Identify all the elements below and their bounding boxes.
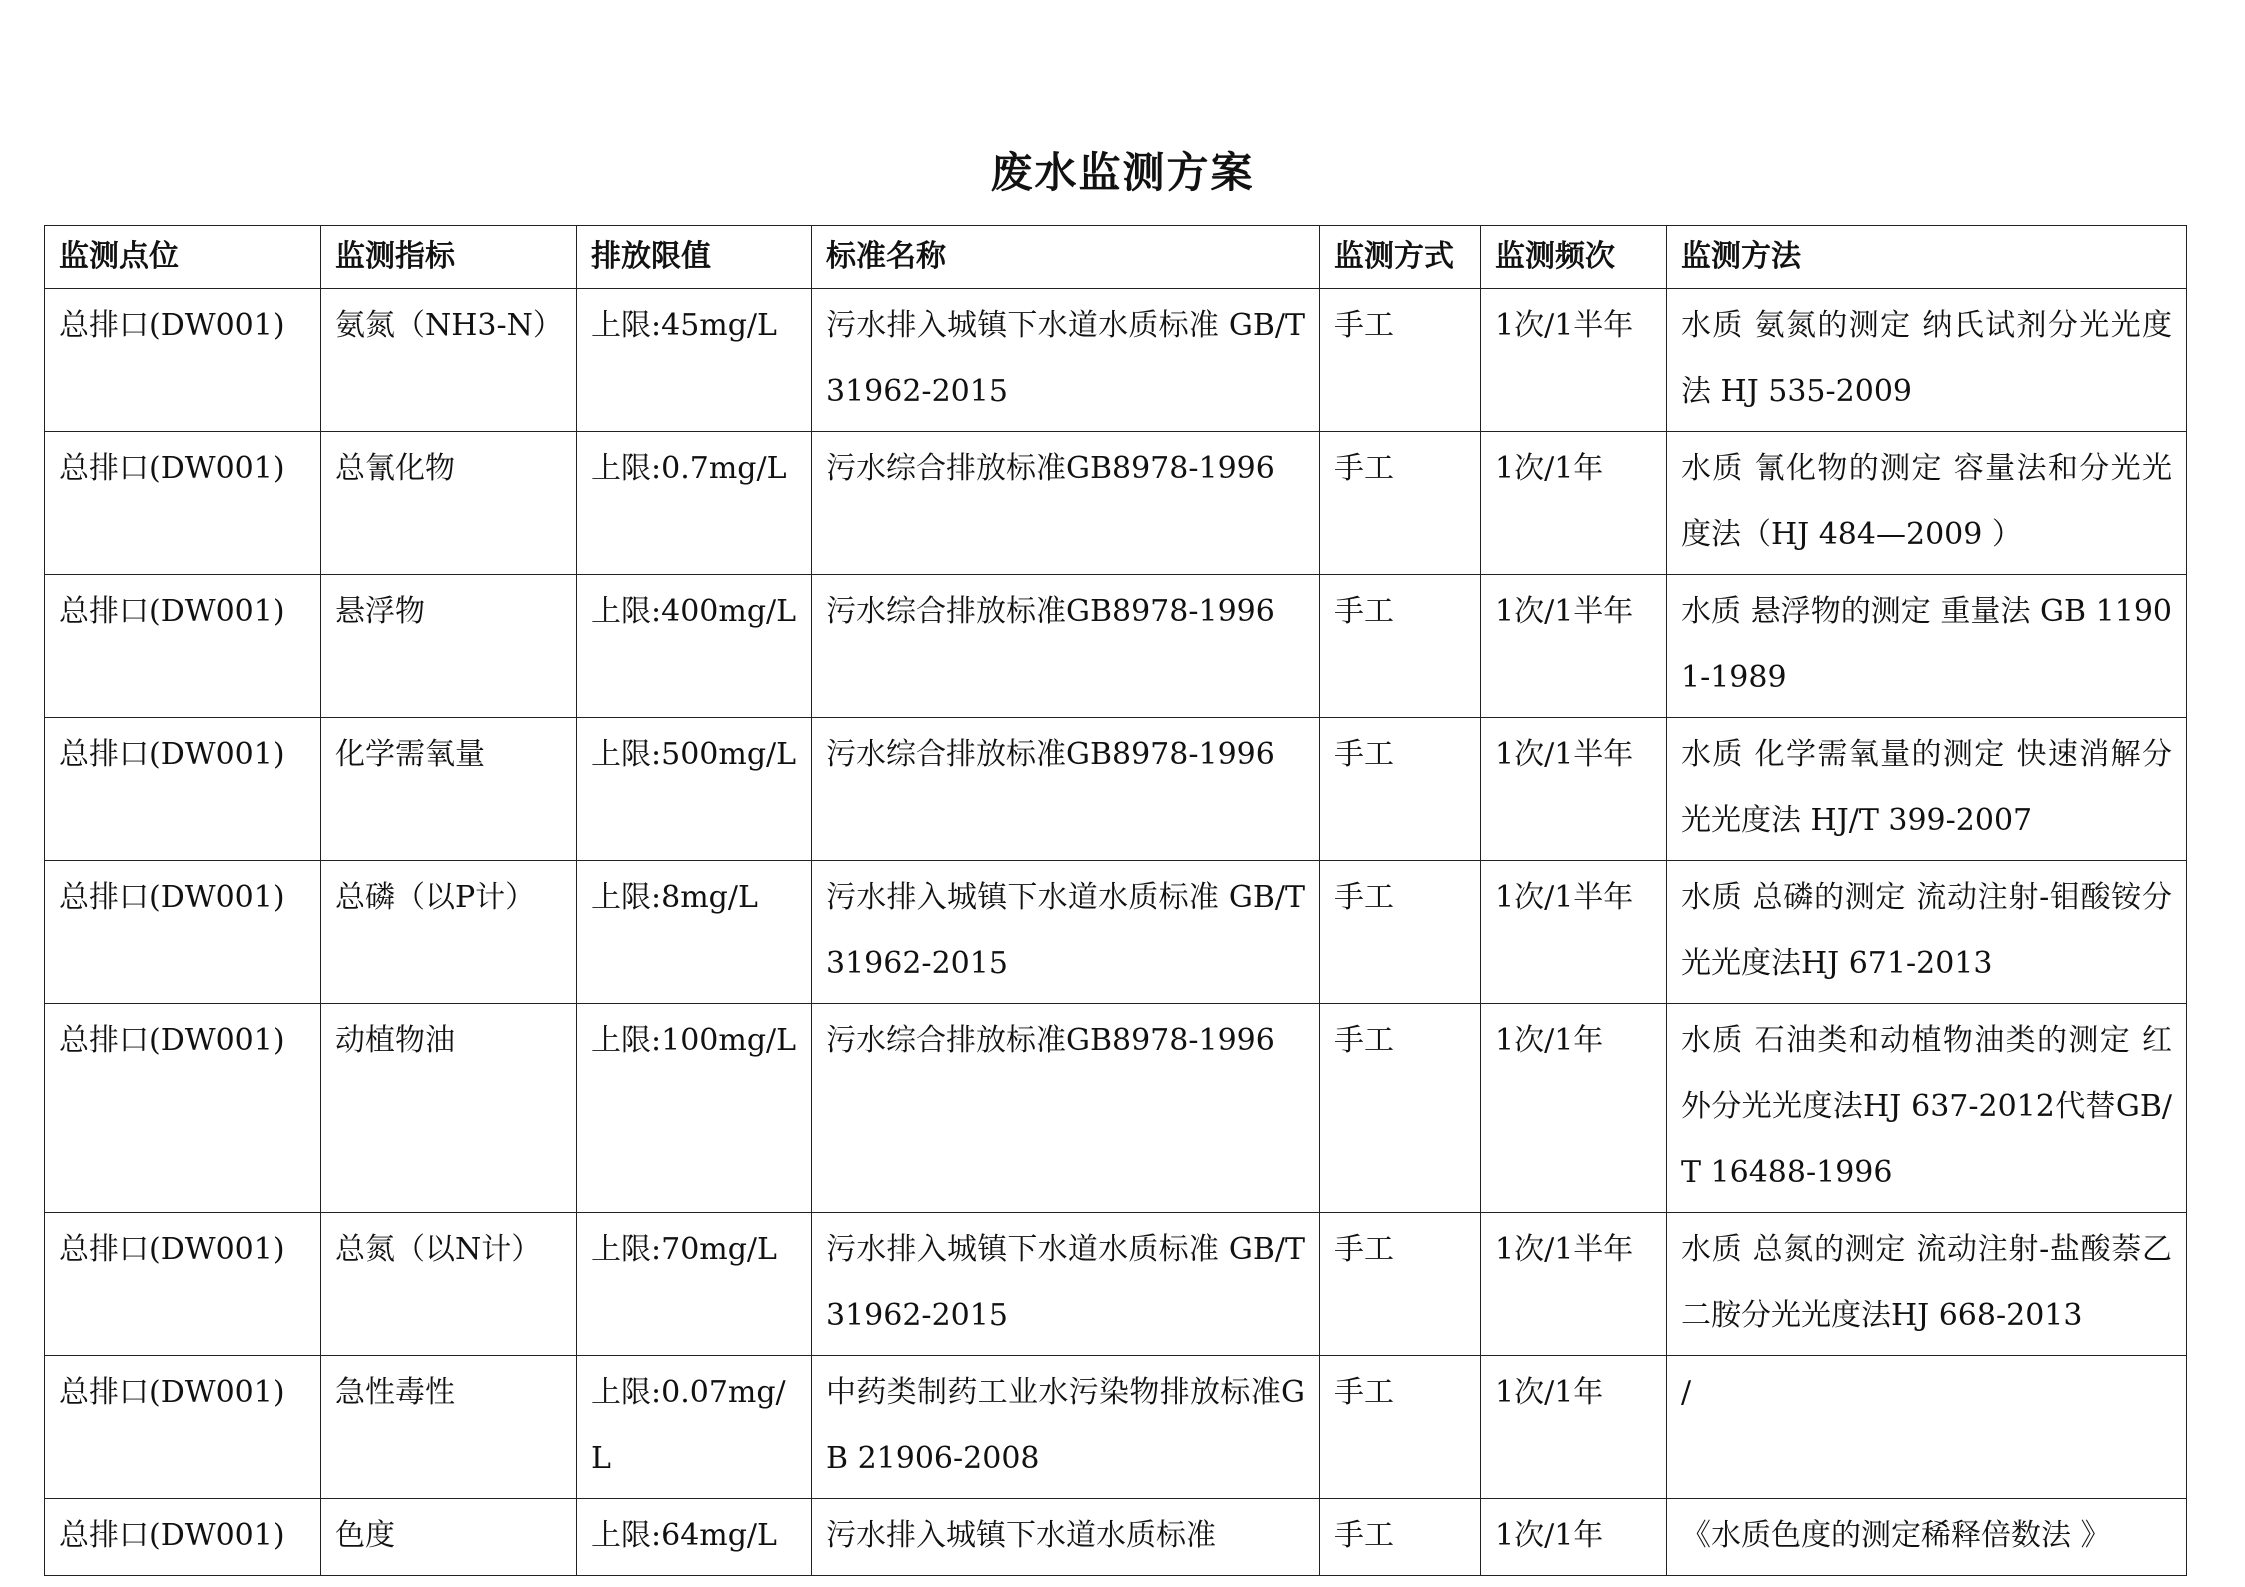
header-monitoring-method: 监测方法 [1667, 226, 2187, 289]
cell-monitoring-indicator: 总氰化物 [321, 432, 577, 575]
cell-monitoring-point: 总排口(DW001) [45, 575, 321, 718]
cell-emission-limit: 上限:0.07mg/L [577, 1356, 812, 1499]
table-header-row [45, 226, 2187, 289]
header-emission-limit: 排放限值 [577, 226, 812, 289]
table-row [45, 289, 2187, 432]
cell-emission-limit: 上限:64mg/L [577, 1499, 812, 1576]
table-row [45, 432, 2187, 575]
cell-emission-limit: 上限:100mg/L [577, 1004, 812, 1213]
cell-monitoring-frequency: 1次/1年 [1481, 1499, 1667, 1576]
cell-monitoring-mode: 手工 [1320, 1004, 1481, 1213]
table-row [45, 718, 2187, 861]
cell-standard-name: 污水综合排放标准GB8978-1996 [812, 432, 1320, 575]
header-monitoring-frequency: 监测频次 [1481, 226, 1667, 289]
cell-monitoring-point: 总排口(DW001) [45, 861, 321, 1004]
cell-emission-limit: 上限:45mg/L [577, 289, 812, 432]
cell-monitoring-point: 总排口(DW001) [45, 1499, 321, 1576]
cell-monitoring-mode: 手工 [1320, 432, 1481, 575]
cell-monitoring-indicator: 总氮（以N计） [321, 1213, 577, 1356]
cell-monitoring-point: 总排口(DW001) [45, 718, 321, 861]
cell-monitoring-point: 总排口(DW001) [45, 432, 321, 575]
table-row [45, 861, 2187, 1004]
cell-monitoring-indicator: 氨氮（NH3-N） [321, 289, 577, 432]
cell-monitoring-mode: 手工 [1320, 289, 1481, 432]
cell-monitoring-frequency: 1次/1半年 [1481, 289, 1667, 432]
cell-monitoring-frequency: 1次/1年 [1481, 1356, 1667, 1499]
cell-emission-limit: 上限:8mg/L [577, 861, 812, 1004]
cell-emission-limit: 上限:400mg/L [577, 575, 812, 718]
cell-monitoring-mode: 手工 [1320, 575, 1481, 718]
cell-monitoring-method: 水质 石油类和动植物油类的测定 红外分光光度法HJ 637-2012代替GB/T 16488-1996 [1667, 1004, 2187, 1213]
cell-monitoring-indicator: 化学需氧量 [321, 718, 577, 861]
cell-monitoring-indicator: 悬浮物 [321, 575, 577, 718]
cell-monitoring-frequency: 1次/1半年 [1481, 575, 1667, 718]
cell-monitoring-frequency: 1次/1半年 [1481, 861, 1667, 1004]
cell-monitoring-mode: 手工 [1320, 1213, 1481, 1356]
cell-monitoring-point: 总排口(DW001) [45, 289, 321, 432]
cell-monitoring-frequency: 1次/1年 [1481, 432, 1667, 575]
cell-monitoring-method: 水质 化学需氧量的测定 快速消解分光光度法 HJ/T 399-2007 [1667, 718, 2187, 861]
cell-monitoring-method: 水质 总磷的测定 流动注射-钼酸铵分光光度法HJ 671-2013 [1667, 861, 2187, 1004]
cell-monitoring-method: 水质 悬浮物的测定 重量法 GB 11901-1989 [1667, 575, 2187, 718]
cell-monitoring-frequency: 1次/1年 [1481, 1004, 1667, 1213]
table-row [45, 1356, 2187, 1499]
cell-monitoring-method: / [1667, 1356, 2187, 1499]
cell-monitoring-indicator: 动植物油 [321, 1004, 577, 1213]
cell-monitoring-point: 总排口(DW001) [45, 1356, 321, 1499]
cell-standard-name: 污水排入城镇下水道水质标准 GB/T 31962-2015 [812, 289, 1320, 432]
cell-standard-name: 污水综合排放标准GB8978-1996 [812, 718, 1320, 861]
cell-monitoring-mode: 手工 [1320, 1499, 1481, 1576]
cell-standard-name: 污水综合排放标准GB8978-1996 [812, 1004, 1320, 1213]
cell-emission-limit: 上限:500mg/L [577, 718, 812, 861]
cell-standard-name: 中药类制药工业水污染物排放标准GB 21906-2008 [812, 1356, 1320, 1499]
table-row [45, 575, 2187, 718]
header-standard-name: 标准名称 [812, 226, 1320, 289]
header-monitoring-mode: 监测方式 [1320, 226, 1481, 289]
cell-monitoring-indicator: 色度 [321, 1499, 577, 1576]
table-row [45, 1499, 2187, 1576]
page-title: 废水监测方案 [990, 148, 1255, 197]
cell-monitoring-method: 水质 总氮的测定 流动注射-盐酸萘乙二胺分光光度法HJ 668-2013 [1667, 1213, 2187, 1356]
cell-monitoring-method: 《水质色度的测定稀释倍数法 》 [1667, 1499, 2187, 1576]
cell-monitoring-frequency: 1次/1半年 [1481, 1213, 1667, 1356]
cell-monitoring-point: 总排口(DW001) [45, 1004, 321, 1213]
table-row [45, 1213, 2187, 1356]
cell-monitoring-indicator: 总磷（以P计） [321, 861, 577, 1004]
monitoring-plan-table [44, 225, 2187, 1576]
cell-standard-name: 污水综合排放标准GB8978-1996 [812, 575, 1320, 718]
cell-standard-name: 污水排入城镇下水道水质标准 GB/T 31962-2015 [812, 861, 1320, 1004]
cell-monitoring-indicator: 急性毒性 [321, 1356, 577, 1499]
cell-standard-name: 污水排入城镇下水道水质标准 GB/T 31962-2015 [812, 1213, 1320, 1356]
header-monitoring-indicator: 监测指标 [321, 226, 577, 289]
cell-monitoring-point: 总排口(DW001) [45, 1213, 321, 1356]
header-monitoring-point: 监测点位 [45, 226, 321, 289]
table-row [45, 1004, 2187, 1213]
cell-standard-name: 污水排入城镇下水道水质标准 [812, 1499, 1320, 1576]
cell-emission-limit: 上限:0.7mg/L [577, 432, 812, 575]
cell-monitoring-method: 水质 氨氮的测定 纳氏试剂分光光度法 HJ 535-2009 [1667, 289, 2187, 432]
cell-monitoring-mode: 手工 [1320, 861, 1481, 1004]
cell-emission-limit: 上限:70mg/L [577, 1213, 812, 1356]
cell-monitoring-mode: 手工 [1320, 1356, 1481, 1499]
cell-monitoring-method: 水质 氰化物的测定 容量法和分光光度法（HJ 484—2009 ） [1667, 432, 2187, 575]
cell-monitoring-mode: 手工 [1320, 718, 1481, 861]
cell-monitoring-frequency: 1次/1半年 [1481, 718, 1667, 861]
